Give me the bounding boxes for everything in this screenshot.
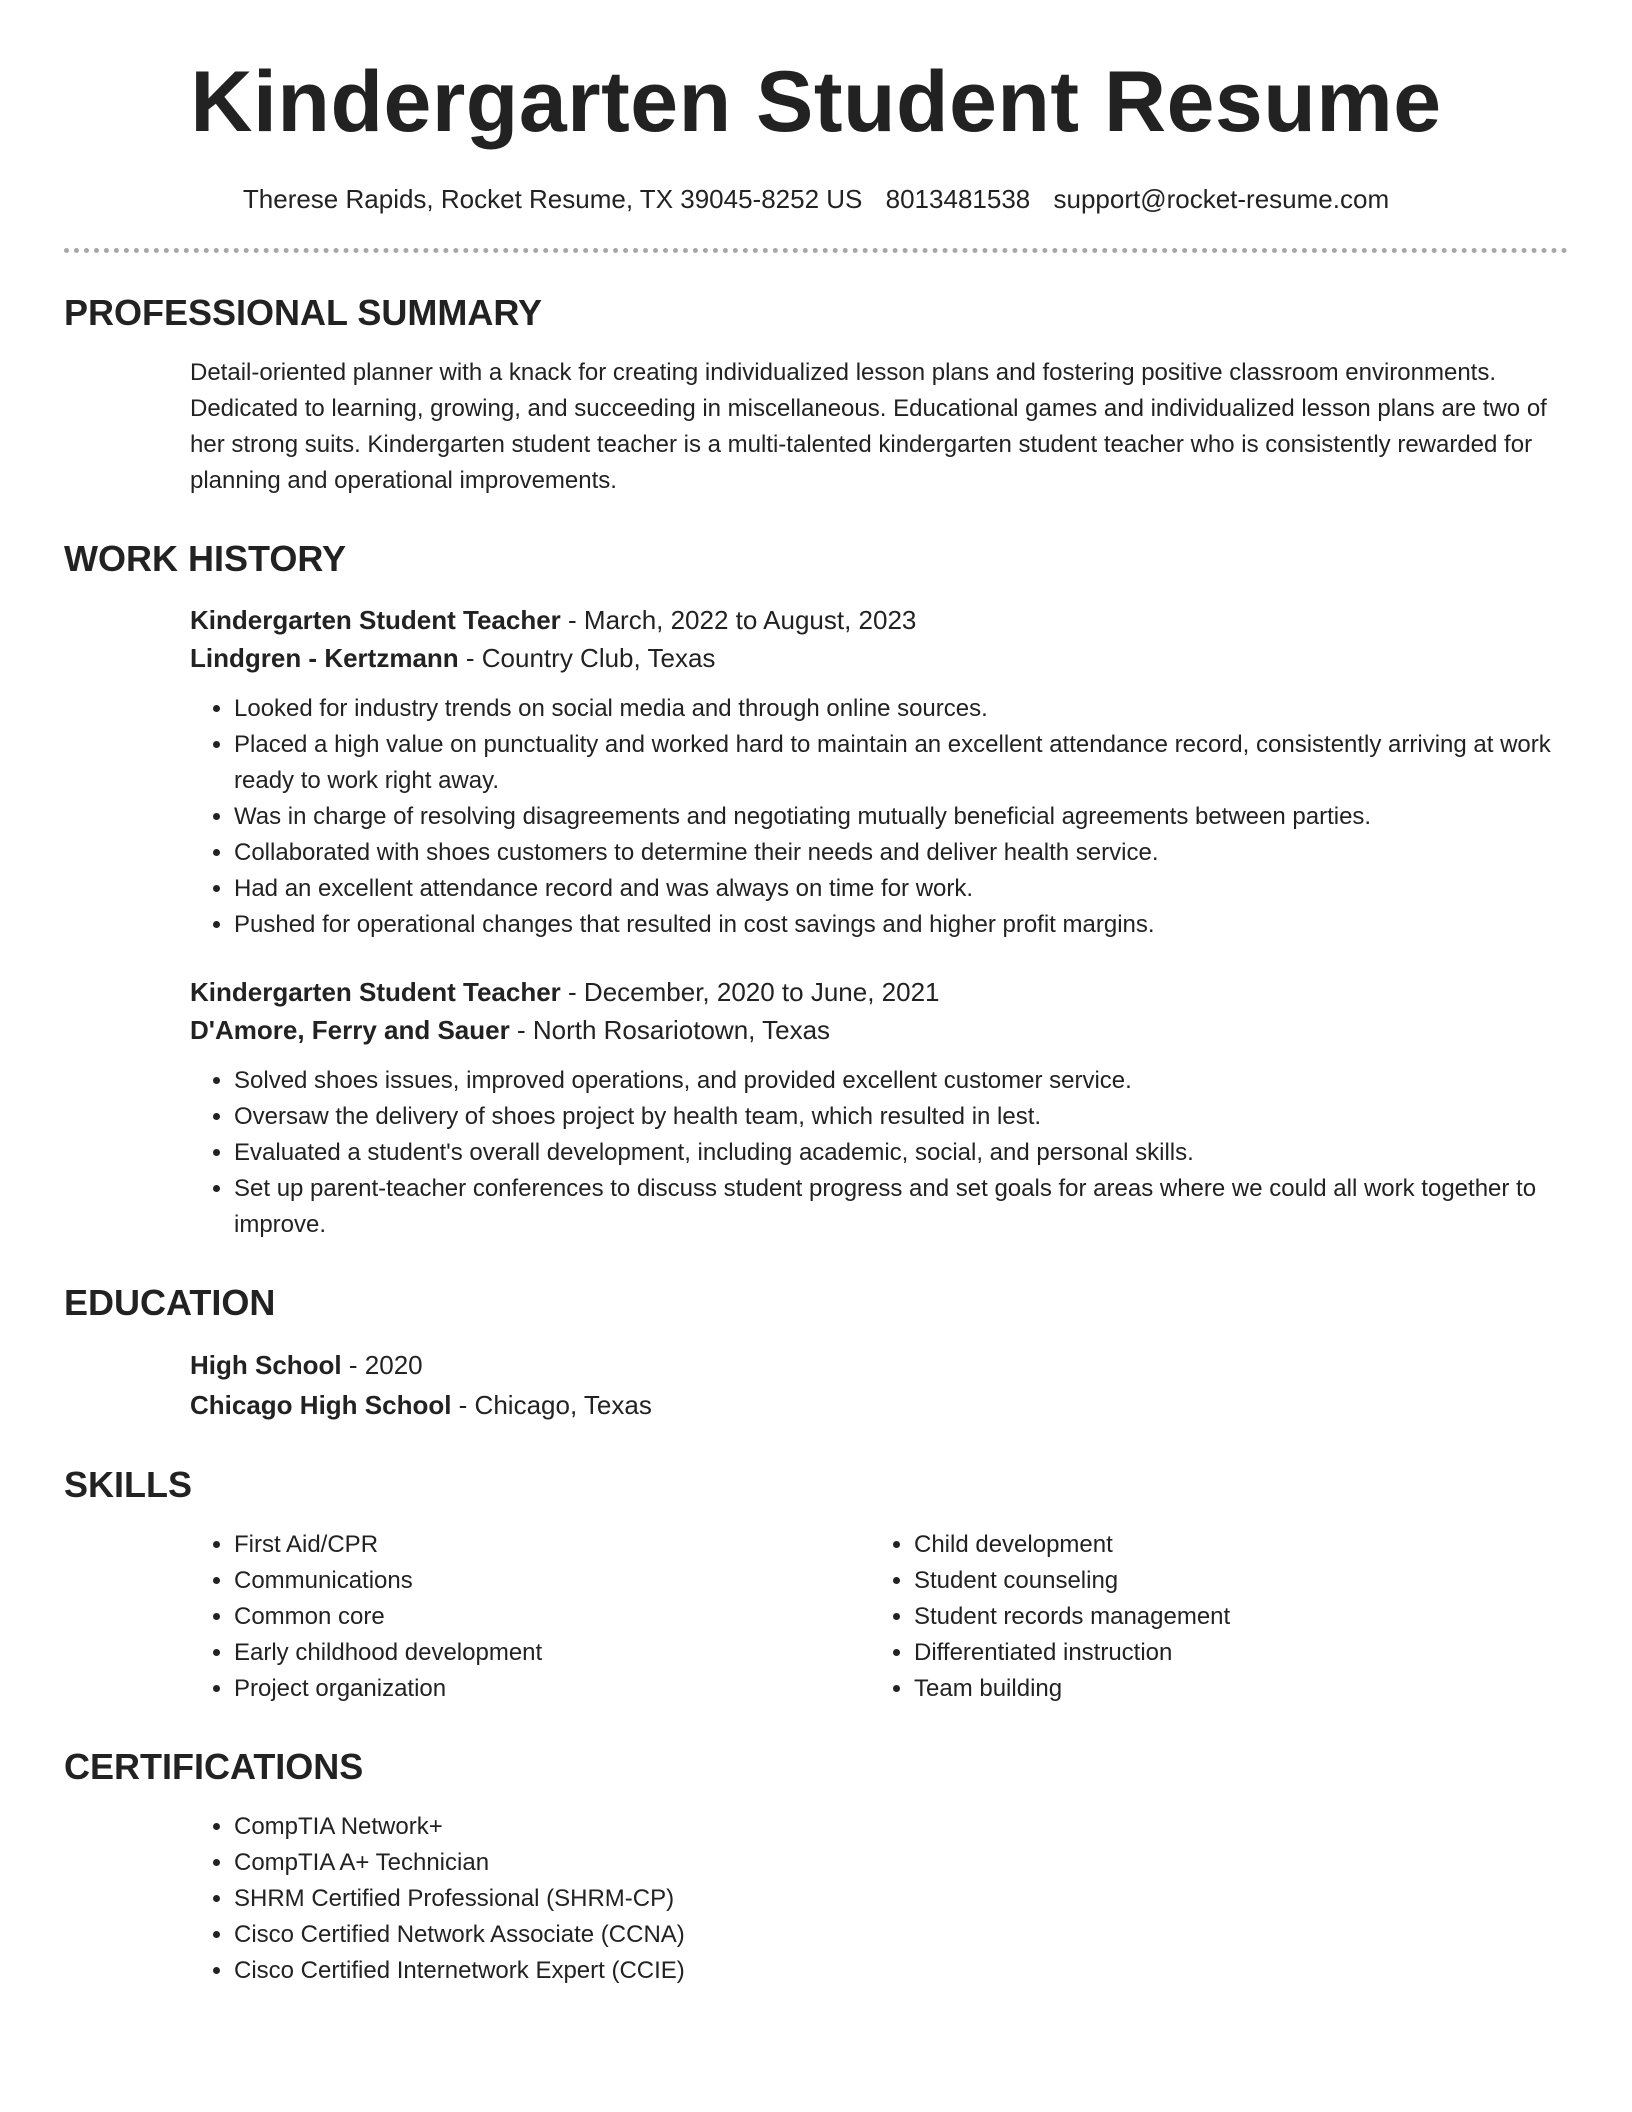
certification-item: • SHRM Certified Professional (SHRM-CP) — [234, 1881, 1568, 1917]
job-entry — [190, 973, 1568, 1243]
job-company: D'Amore, Ferry and Sauer — [190, 1015, 510, 1045]
education-location: - Chicago, Texas — [451, 1390, 652, 1420]
contact-address: Therese Rapids, Rocket Resume, TX 39045-8252 US — [242, 184, 863, 214]
skill-item: • Communications — [234, 1563, 870, 1599]
job-bullet: • Evaluated a student's overall development, including academic, social, and personal skills. — [234, 1135, 1568, 1171]
job-company: Lindgren - Kertzmann — [190, 643, 459, 673]
skill-item: • First Aid/CPR — [234, 1527, 870, 1563]
job-bullet-list — [190, 691, 1568, 943]
skill-item: • Project organization — [234, 1671, 870, 1707]
education-section — [64, 1281, 1568, 1425]
job-dates: - December, 2020 to June, 2021 — [560, 977, 940, 1007]
summary-heading: PROFESSIONAL SUMMARY — [64, 292, 543, 333]
job-title-line — [190, 973, 1568, 1011]
job-bullet: • Collaborated with shoes customers to determine their needs and deliver health service. — [234, 835, 1568, 871]
job-title-line — [190, 601, 1568, 639]
education-body — [190, 1345, 1568, 1425]
job-role: Kindergarten Student Teacher — [190, 977, 561, 1007]
certifications-heading: CERTIFICATIONS — [64, 1746, 364, 1787]
education-degree-line — [190, 1345, 1568, 1385]
certifications-section — [64, 1745, 1568, 1989]
skills-right-column — [870, 1527, 1550, 1707]
job-bullet: • Was in charge of resolving disagreements and negotiating mutually beneficial agreements between parties. — [234, 799, 1568, 835]
skills-left-column — [190, 1527, 870, 1707]
job-bullet: • Had an excellent attendance record and was always on time for work. — [234, 871, 1568, 907]
job-bullet: • Placed a high value on punctuality and worked hard to maintain an excellent attendance record, consistently arriving at work ready to work right away. — [234, 727, 1568, 799]
work-heading: WORK HISTORY — [64, 538, 347, 579]
job-location: - North Rosariotown, Texas — [509, 1015, 831, 1045]
education-school: Chicago High School — [190, 1390, 452, 1420]
job-bullet: • Oversaw the delivery of shoes project by health team, which resulted in lest. — [234, 1099, 1568, 1135]
resume-title: Kindergarten Student Resume — [190, 54, 1442, 150]
skill-item: • Child development — [914, 1527, 1550, 1563]
job-bullet: • Pushed for operational changes that resulted in cost savings and higher profit margins. — [234, 907, 1568, 943]
certification-item: • Cisco Certified Network Associate (CCNA) — [234, 1917, 1568, 1953]
job-company-line — [190, 1011, 1568, 1049]
job-role: Kindergarten Student Teacher — [190, 605, 561, 635]
skill-item: • Differentiated instruction — [914, 1635, 1550, 1671]
certifications-list — [190, 1809, 1568, 1989]
education-heading: EDUCATION — [64, 1282, 276, 1323]
contact-line — [64, 182, 1568, 216]
summary-text: Detail-oriented planner with a knack for creating individualized lesson plans and fostering positive classroom environments. Dedicated to learning, growing, and succeeding in miscellaneous. Educational games and individualized lesson plans are two of her strong suits. Kindergarten student teacher is a multi-talented kindergarten student teacher who is consistently rewarded for planning and operational improvements. — [190, 359, 1547, 494]
contact-email: support@rocket-resume.com — [1053, 184, 1390, 214]
contact-phone: 8013481538 — [885, 184, 1031, 214]
job-entry — [190, 601, 1568, 943]
job-dates: - March, 2022 to August, 2023 — [560, 605, 917, 635]
education-year: - 2020 — [341, 1350, 423, 1380]
skill-item: • Student records management — [914, 1599, 1550, 1635]
summary-section — [64, 291, 1568, 499]
certification-item: • Cisco Certified Internetwork Expert (CCIE) — [234, 1953, 1568, 1989]
skills-section — [64, 1463, 1568, 1707]
header-divider — [64, 248, 1568, 253]
skills-body — [190, 1527, 1568, 1707]
skill-item: • Common core — [234, 1599, 870, 1635]
job-location: - Country Club, Texas — [458, 643, 716, 673]
job-company-line — [190, 639, 1568, 677]
education-degree: High School — [190, 1350, 342, 1380]
job-bullet-list — [190, 1063, 1568, 1243]
job-bullet: • Looked for industry trends on social media and through online sources. — [234, 691, 1568, 727]
certification-item: • CompTIA A+ Technician — [234, 1845, 1568, 1881]
summary-body — [190, 355, 1568, 499]
work-section — [64, 537, 1568, 1243]
job-bullet: • Set up parent-teacher conferences to discuss student progress and set goals for areas where we could all work together to improve. — [234, 1171, 1568, 1243]
resume-header — [64, 0, 1568, 253]
skills-heading: SKILLS — [64, 1464, 193, 1505]
certifications-body — [190, 1809, 1568, 1989]
skill-item: • Student counseling — [914, 1563, 1550, 1599]
job-bullet: • Solved shoes issues, improved operations, and provided excellent customer service. — [234, 1063, 1568, 1099]
work-body — [190, 601, 1568, 1243]
education-school-line — [190, 1385, 1568, 1425]
skill-item: • Team building — [914, 1671, 1550, 1707]
skill-item: • Early childhood development — [234, 1635, 870, 1671]
certification-item: • CompTIA Network+ — [234, 1809, 1568, 1845]
